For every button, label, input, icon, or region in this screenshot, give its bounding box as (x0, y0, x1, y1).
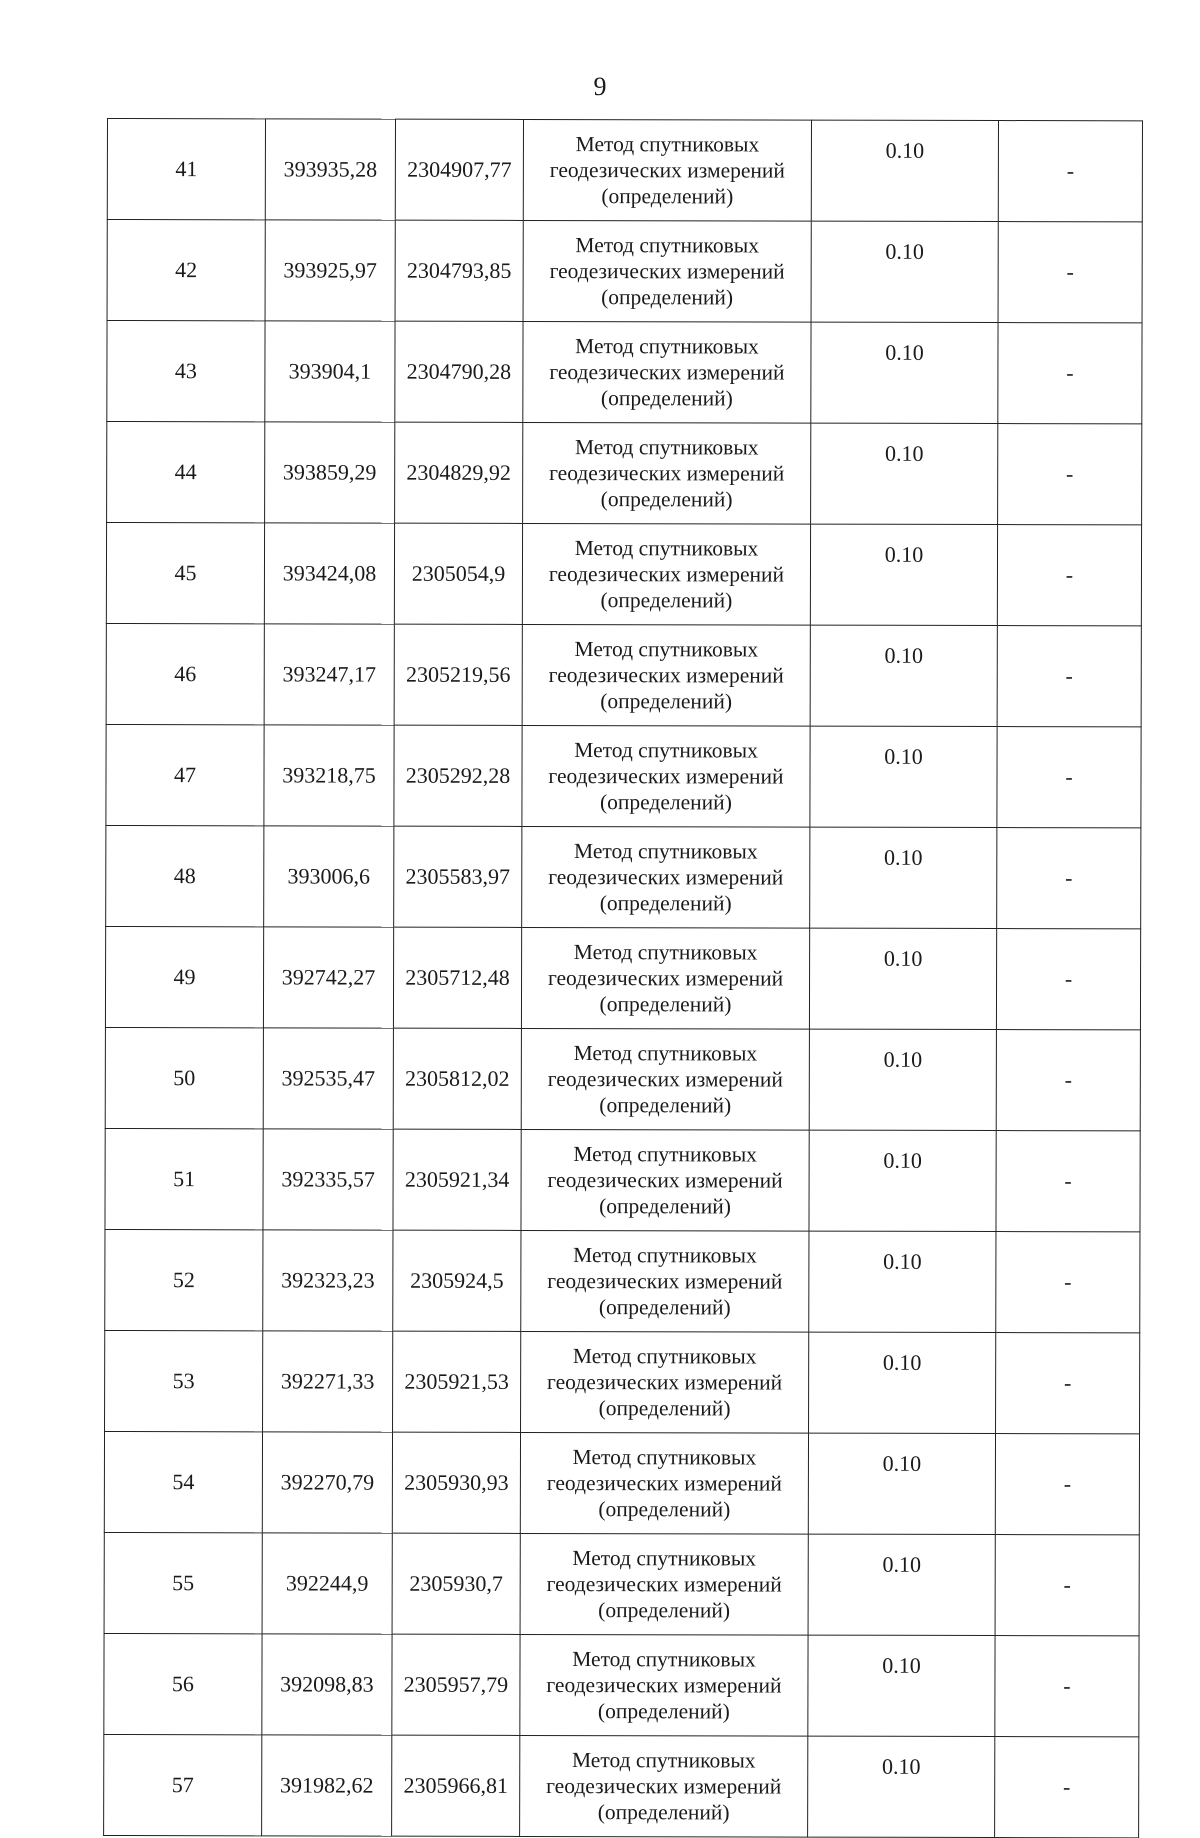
accuracy-cell: 0.10 (809, 928, 996, 1029)
method-text-line: Метод спутниковых (575, 233, 760, 258)
table-row (107, 220, 1142, 323)
table-row (104, 1431, 1139, 1534)
accuracy-cell: 0.10 (809, 1231, 996, 1332)
table-row (105, 1229, 1140, 1332)
accuracy-cell: 0.10 (810, 625, 997, 726)
table-row (107, 321, 1142, 424)
x-coordinate-cell: 393247,17 (264, 624, 394, 725)
point-number-cell: 50 (105, 1027, 263, 1128)
method-cell (520, 1533, 808, 1635)
y-coordinate-cell: 2304829,92 (395, 422, 523, 523)
method-text-line: (определений) (600, 386, 733, 411)
method-text-line: (определений) (598, 1295, 731, 1320)
accuracy-cell: 0.10 (810, 726, 997, 827)
y-coordinate-cell: 2305219,56 (394, 624, 522, 725)
method-text-line: геодезических измерений (547, 1269, 783, 1294)
table-row (106, 724, 1141, 827)
point-number-cell: 49 (105, 926, 263, 1027)
method-text-line: Метод спутниковых (574, 536, 759, 561)
method-text-line: геодезических измерений (549, 259, 785, 284)
note-cell: - (998, 121, 1142, 222)
coordinates-table (103, 118, 1143, 1838)
table-row (106, 623, 1141, 726)
point-number-cell: 46 (106, 623, 264, 724)
x-coordinate-cell: 392742,27 (263, 927, 393, 1028)
method-text-line: Метод спутниковых (574, 435, 759, 460)
table-row (105, 1027, 1140, 1130)
x-coordinate-cell: 393925,97 (265, 220, 395, 321)
y-coordinate-cell: 2305292,28 (394, 725, 522, 826)
x-coordinate-cell: 392098,83 (262, 1634, 392, 1735)
y-coordinate-cell: 2305966,81 (392, 1735, 520, 1836)
method-text-line: (определений) (598, 1598, 731, 1623)
accuracy-cell: 0.10 (810, 524, 997, 625)
method-cell (521, 1331, 809, 1433)
method-text-line: Метод спутниковых (573, 1243, 757, 1268)
method-cell (521, 1129, 809, 1231)
method-text-line: Метод спутниковых (574, 637, 759, 662)
method-text-line: Метод спутниковых (573, 1041, 758, 1066)
method-text-line: Метод спутниковых (574, 839, 758, 864)
method-text-line: геодезических измерений (546, 1673, 782, 1698)
method-text-line: (определений) (598, 1396, 731, 1421)
table-row (106, 523, 1141, 626)
note-cell: - (996, 1333, 1140, 1434)
method-text-line: Метод спутниковых (572, 1647, 756, 1672)
x-coordinate-cell: 391982,62 (262, 1735, 392, 1836)
y-coordinate-cell: 2305583,97 (394, 826, 522, 927)
note-cell: - (995, 1434, 1139, 1535)
accuracy-cell: 0.10 (808, 1433, 995, 1534)
method-cell (523, 119, 811, 221)
method-text-line: (определений) (600, 588, 733, 613)
accuracy-cell: 0.10 (809, 1130, 996, 1231)
method-text-line: геодезических измерений (546, 1471, 782, 1496)
note-cell: - (997, 525, 1141, 626)
method-text-line: (определений) (599, 1093, 732, 1118)
y-coordinate-cell: 2305921,53 (393, 1331, 521, 1432)
note-cell: - (995, 1737, 1139, 1838)
method-cell (523, 220, 811, 322)
accuracy-cell: 0.10 (809, 1029, 996, 1130)
note-cell: - (997, 626, 1141, 727)
table-row (104, 1633, 1139, 1736)
note-cell: - (998, 424, 1142, 525)
y-coordinate-cell: 2304907,77 (395, 119, 523, 220)
method-text-line: Метод спутниковых (573, 940, 758, 965)
accuracy-cell: 0.10 (808, 1534, 995, 1635)
note-cell: - (995, 1535, 1139, 1636)
method-text-line: (определений) (599, 1194, 731, 1219)
x-coordinate-cell: 393424,08 (264, 523, 394, 624)
y-coordinate-cell: 2305921,34 (393, 1129, 521, 1230)
x-coordinate-cell: 393006,6 (264, 826, 394, 927)
method-cell (520, 1432, 808, 1534)
method-text-line: Метод спутниковых (571, 1748, 756, 1773)
note-cell: - (996, 1131, 1140, 1232)
x-coordinate-cell: 392323,23 (263, 1230, 393, 1331)
method-text-line: Метод спутниковых (575, 334, 759, 359)
table-row (106, 825, 1141, 928)
accuracy-cell: 0.10 (811, 120, 998, 221)
y-coordinate-cell: 2304790,28 (395, 321, 523, 422)
method-text-line: Метод спутниковых (572, 1344, 757, 1369)
accuracy-cell: 0.10 (810, 827, 997, 928)
y-coordinate-cell: 2305812,02 (393, 1028, 521, 1129)
method-text-line: геодезических измерений (549, 461, 785, 486)
x-coordinate-cell: 393859,29 (265, 422, 395, 523)
method-text-line: (определений) (597, 1699, 730, 1724)
point-number-cell: 47 (106, 724, 264, 825)
x-coordinate-cell: 392335,57 (263, 1129, 393, 1230)
point-number-cell: 57 (104, 1734, 262, 1835)
accuracy-cell: 0.10 (808, 1635, 995, 1736)
method-text-line: (определений) (599, 790, 732, 815)
x-coordinate-cell: 392271,33 (263, 1331, 393, 1432)
method-text-line: геодезических измерений (548, 562, 785, 587)
method-text-line: геодезических измерений (547, 1168, 783, 1193)
method-text-line: (определений) (601, 184, 734, 209)
method-text-line: Метод спутниковых (575, 132, 760, 157)
method-cell (522, 523, 810, 625)
accuracy-cell: 0.10 (809, 1332, 996, 1433)
method-text-line: геодезических измерений (549, 360, 785, 385)
table-row (104, 1734, 1139, 1837)
method-text-line: геодезических измерений (547, 1370, 783, 1395)
method-text-line: геодезических измерений (549, 158, 785, 183)
method-cell (520, 1634, 808, 1736)
method-text-line: геодезических измерений (548, 865, 784, 890)
point-number-cell: 48 (106, 825, 264, 926)
method-cell (520, 1735, 808, 1837)
x-coordinate-cell: 392270,79 (262, 1432, 392, 1533)
point-number-cell: 54 (104, 1431, 262, 1532)
point-number-cell: 42 (107, 220, 265, 321)
point-number-cell: 43 (107, 321, 265, 422)
method-cell (521, 1028, 809, 1130)
point-number-cell: 44 (107, 422, 265, 523)
method-text-line: геодезических измерений (548, 663, 784, 688)
method-cell (522, 826, 810, 928)
point-number-cell: 56 (104, 1633, 262, 1734)
y-coordinate-cell: 2305924,5 (393, 1230, 521, 1331)
x-coordinate-cell: 392244,9 (262, 1533, 392, 1634)
table-row (104, 1532, 1139, 1635)
method-cell (522, 725, 810, 827)
note-cell: - (995, 1636, 1139, 1737)
method-text-line: (определений) (600, 689, 733, 714)
method-text-line: (определений) (599, 891, 732, 916)
table-row (105, 1330, 1140, 1433)
point-number-cell: 51 (105, 1128, 263, 1229)
y-coordinate-cell: 2305930,93 (392, 1432, 520, 1533)
method-cell (521, 1230, 809, 1332)
method-text-line: Метод спутниковых (572, 1445, 757, 1470)
x-coordinate-cell: 393935,28 (265, 119, 395, 220)
method-cell (523, 321, 811, 423)
note-cell: - (996, 1232, 1140, 1333)
method-text-line: геодезических измерений (547, 966, 784, 991)
table-row (105, 926, 1140, 1029)
point-number-cell: 41 (107, 119, 265, 220)
method-text-line: геодезических измерений (547, 1067, 783, 1092)
method-text-line: (определений) (600, 487, 733, 512)
table-row (105, 1128, 1140, 1231)
table-body (104, 119, 1143, 1838)
y-coordinate-cell: 2305957,79 (392, 1634, 520, 1735)
point-number-cell: 53 (105, 1330, 263, 1431)
accuracy-cell: 0.10 (811, 221, 998, 322)
page-number: 9 (593, 72, 607, 101)
y-coordinate-cell: 2305712,48 (393, 927, 521, 1028)
accuracy-cell: 0.10 (808, 1736, 995, 1837)
note-cell: - (997, 727, 1141, 828)
point-number-cell: 55 (104, 1532, 262, 1633)
accuracy-cell: 0.10 (811, 322, 998, 423)
note-cell: - (998, 222, 1142, 323)
method-cell (522, 624, 810, 726)
accuracy-cell: 0.10 (811, 423, 998, 524)
method-text-line: (определений) (598, 1497, 731, 1522)
note-cell: - (996, 1030, 1140, 1131)
x-coordinate-cell: 393218,75 (264, 725, 394, 826)
note-cell: - (997, 828, 1141, 929)
method-cell (521, 927, 809, 1029)
point-number-cell: 52 (105, 1229, 263, 1330)
y-coordinate-cell: 2305054,9 (394, 523, 522, 624)
table-row (107, 422, 1142, 525)
x-coordinate-cell: 392535,47 (263, 1028, 393, 1129)
method-text-line: Метод спутниковых (572, 1546, 757, 1571)
method-text-line: геодезических измерений (546, 1572, 782, 1597)
y-coordinate-cell: 2305930,7 (392, 1533, 520, 1634)
method-text-line: геодезических измерений (546, 1774, 782, 1799)
method-text-line: Метод спутниковых (574, 738, 758, 763)
method-text-line: (определений) (597, 1800, 730, 1825)
table-row (107, 119, 1142, 222)
note-cell: - (998, 323, 1142, 424)
method-cell (523, 422, 811, 524)
x-coordinate-cell: 393904,1 (265, 321, 395, 422)
method-text-line: геодезических измерений (548, 764, 784, 789)
method-text-line: (определений) (601, 285, 734, 310)
y-coordinate-cell: 2304793,85 (395, 220, 523, 321)
note-cell: - (996, 929, 1140, 1030)
method-text-line: (определений) (599, 992, 732, 1017)
method-text-line: Метод спутниковых (573, 1142, 757, 1167)
point-number-cell: 45 (106, 523, 264, 624)
